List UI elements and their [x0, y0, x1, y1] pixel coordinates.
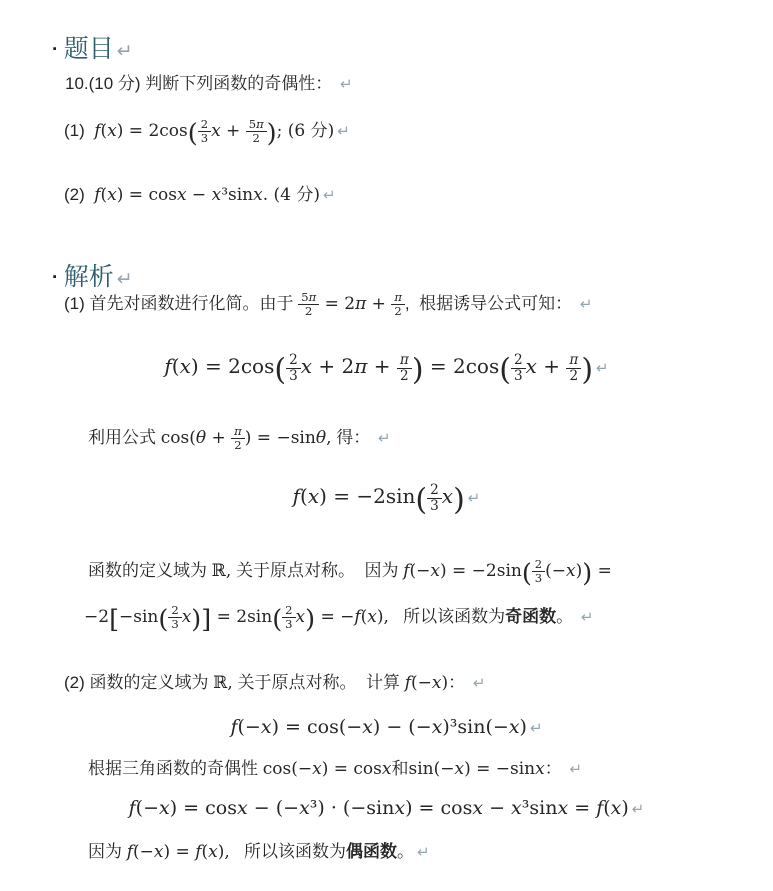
math-variable: x [237, 797, 248, 819]
return-mark-icon: ↵ [529, 719, 543, 737]
fraction-numerator: 5π [246, 118, 267, 132]
math-variable: x [107, 185, 117, 205]
math-variable: x [179, 354, 191, 378]
fraction [566, 353, 581, 384]
problem-item-2 [64, 183, 336, 208]
math-variable: x [295, 606, 306, 627]
text-run: 函数的定义域为 [88, 560, 212, 580]
fraction [198, 118, 211, 145]
big-delimiter: ) [411, 352, 424, 388]
fraction-denominator: 2 [252, 130, 260, 145]
math-variable: x [454, 759, 465, 779]
big-delimiter: ) [582, 558, 593, 589]
big-delimiter: ( [187, 118, 198, 149]
return-mark-icon: ↵ [467, 489, 481, 507]
text-run: 关于原点对称。 因为 [231, 560, 404, 580]
math-run: = 2sin [211, 606, 273, 627]
math-variable: π [256, 117, 264, 131]
big-delimiter: ] [201, 604, 212, 635]
fraction-denominator: 3 [200, 130, 209, 145]
math-variable: x [307, 484, 320, 508]
heading-problem-label: 题目 [63, 34, 114, 63]
math-run: ℝ, [213, 673, 233, 693]
math-run: f(−x) [404, 673, 449, 693]
bullet-icon: ▪ [52, 42, 57, 55]
math-variable: x [211, 120, 221, 141]
fraction [282, 604, 295, 631]
fraction-numerator: 5π [298, 291, 319, 305]
fraction-numerator: 2 [198, 118, 211, 132]
analysis1-identity-line [88, 425, 391, 452]
fraction-denominator: 2 [569, 368, 579, 385]
text-run: 关于原点对称。 计算 [232, 673, 405, 692]
return-mark-icon: ↵ [472, 674, 486, 692]
analysis2-display-formula-1 [0, 714, 773, 742]
fraction-denominator: 3 [513, 368, 523, 385]
fraction [168, 604, 181, 631]
math-variable: π [354, 354, 368, 378]
return-mark-icon: ↵ [116, 267, 133, 290]
text-run: 利用公式 [88, 427, 161, 447]
fraction-numerator: 2 [286, 353, 301, 369]
math-variable: x [508, 716, 520, 738]
text-run: ： [448, 673, 470, 692]
math-variable: f [164, 354, 172, 378]
math-run: f(−x) = f(x), [126, 842, 230, 862]
math-run: sin(−x) = −sinx [408, 759, 545, 779]
math-variable: f [404, 673, 411, 693]
math-variable: f [94, 185, 101, 205]
problem-item-1 [64, 118, 350, 147]
fraction-denominator: 2 [400, 368, 409, 385]
math-run: f(x) = 2cos [94, 120, 188, 141]
text-run: 因为 [88, 842, 127, 861]
text-run: 。 [396, 842, 414, 861]
text-run: 10.(10 分) 判断下列函数的奇偶性： [65, 74, 338, 93]
math-run: cos(θ + [160, 427, 232, 448]
math-run: −sin [119, 606, 159, 627]
math-run: ℝ, [211, 560, 232, 581]
fraction-numerator [391, 291, 405, 305]
math-variable: x [159, 797, 170, 819]
text-run: , 根据诱导公式可知： [404, 293, 577, 313]
math-run: f(x) = −2sin [292, 484, 416, 508]
math-run: f(x) = cosx − x³sinx. (4 分) [94, 185, 321, 205]
heading-analysis-label: 解析 [63, 262, 114, 291]
math-run: ; (6 分) [276, 120, 335, 141]
fraction [511, 353, 526, 384]
bold-text-run: 偶函数 [345, 842, 397, 861]
math-run: f(−x) = −2sin [403, 560, 522, 581]
math-variable: π [394, 290, 402, 304]
problem-statement-line [65, 72, 353, 96]
math-variable: x [367, 606, 377, 627]
math-run: cos(−x) = cosx [262, 759, 392, 779]
math-variable: x [362, 716, 373, 738]
math-run [182, 607, 192, 627]
return-mark-icon: ↵ [337, 121, 350, 140]
analysis1-display-formula-2 [0, 482, 773, 516]
math-variable: x [153, 842, 164, 862]
fraction-numerator [566, 353, 581, 369]
math-variable: x [431, 716, 443, 738]
big-delimiter: ) [191, 604, 202, 635]
math-variable: x [430, 560, 440, 581]
math-variable: x [525, 354, 537, 378]
analysis2-conclusion-line [88, 840, 430, 865]
fraction-denominator: 3 [285, 616, 293, 631]
math-variable: f [230, 716, 238, 738]
big-delimiter: ) [581, 352, 594, 388]
return-mark-icon: ↵ [631, 800, 645, 818]
fraction-numerator: 2 [427, 483, 442, 499]
math-run: −2 [84, 606, 110, 627]
math-run: = 2π + [319, 293, 392, 314]
text-run: 根据三角函数的奇偶性 [88, 759, 263, 778]
fraction-numerator: 2 [168, 604, 181, 618]
big-delimiter: ) [453, 482, 465, 518]
math-variable: x [300, 354, 313, 378]
math-variable: f [128, 797, 136, 819]
math-variable: π [399, 351, 409, 368]
fraction-denominator: 3 [430, 498, 439, 515]
fraction-denominator: 2 [234, 437, 242, 452]
math-run: (−x) [545, 560, 583, 581]
math-run: f(x) = 2cos [164, 354, 275, 378]
text-run: 和 [391, 759, 409, 778]
big-delimiter: ) [305, 604, 316, 635]
math-run: f(−x) = cosx − (−x³) · (−sinx) = cosx − x³sinx = f(x) [128, 797, 629, 819]
return-mark-icon: ↵ [416, 843, 430, 861]
math-variable: f [596, 797, 604, 819]
math-variable: f [292, 484, 301, 508]
math-variable: x [176, 185, 187, 205]
fraction [231, 425, 245, 452]
math-run: x + 2π + [300, 354, 397, 378]
math-variable: x [211, 185, 222, 205]
math-run [442, 484, 453, 508]
math-variable: x [511, 797, 522, 819]
return-mark-icon: ↵ [377, 428, 391, 447]
math-variable: x [394, 797, 406, 819]
math-variable: x [431, 673, 442, 693]
big-delimiter: ) [266, 118, 277, 149]
math-variable: π [355, 293, 367, 314]
fraction-numerator [231, 425, 245, 439]
fraction-denominator: 3 [534, 570, 543, 585]
analysis2-parity-line [88, 757, 582, 782]
fraction-denominator: 2 [394, 303, 402, 318]
fraction-numerator: 2 [532, 558, 545, 572]
return-mark-icon: ↵ [579, 294, 593, 313]
fraction-numerator: 2 [511, 353, 526, 369]
math-variable: x [181, 606, 192, 627]
math-variable: x [472, 797, 484, 819]
fraction [246, 118, 267, 145]
text-run: 所以该函数为 [388, 606, 506, 626]
math-variable: x [312, 759, 322, 779]
math-variable: x [557, 797, 569, 819]
math-run: = [592, 560, 612, 581]
math-variable: x [208, 842, 218, 862]
math-variable: π [234, 424, 242, 438]
bold-text-run: 奇函数 [505, 606, 557, 626]
math-run: ) = −sinθ, [244, 427, 332, 448]
math-variable: f [126, 842, 134, 862]
return-mark-icon: ↵ [569, 760, 583, 778]
math-run: x + [525, 354, 567, 378]
text-run: 得： [331, 427, 375, 447]
big-delimiter: ( [274, 352, 287, 388]
text-run: (2) 函数的定义域为 [64, 673, 214, 692]
fraction [286, 353, 301, 384]
math-run: = −f(x), [315, 606, 389, 627]
big-delimiter: ( [415, 482, 428, 518]
fraction [391, 291, 405, 318]
fraction-numerator [397, 353, 412, 369]
big-delimiter: [ [109, 604, 120, 635]
math-run: = 2cos [423, 354, 500, 378]
return-mark-icon: ↵ [596, 359, 609, 377]
math-variable: x [299, 797, 310, 819]
big-delimiter: ( [521, 558, 532, 589]
text-run: (1) 首先对函数进行化简。由于 [64, 293, 299, 313]
analysis1-conclusion-line-1 [88, 558, 612, 587]
return-mark-icon: ↵ [116, 39, 133, 62]
analysis2-display-formula-2 [0, 795, 773, 823]
bullet-icon: ▪ [52, 270, 57, 283]
analysis1-intro-line [64, 291, 592, 318]
math-variable: π [569, 351, 579, 368]
math-variable: x [566, 560, 576, 581]
math-variable: x [441, 484, 454, 508]
math-variable: x [260, 716, 272, 738]
math-variable: x [610, 797, 622, 819]
fraction [397, 353, 412, 384]
big-delimiter: ( [499, 352, 511, 388]
math-variable: f [94, 120, 101, 141]
fraction [532, 558, 545, 585]
analysis1-display-formula-1 [0, 352, 773, 386]
fraction-numerator: 2 [282, 604, 295, 618]
math-variable: x [535, 759, 545, 779]
math-variable: x [253, 185, 263, 205]
math-run: f(−x) = cos(−x) − (−x)³sin(−x) [230, 716, 527, 738]
math-variable: θ [315, 427, 327, 448]
analysis1-conclusion-line-2 [84, 604, 593, 633]
math-variable: x [381, 759, 392, 779]
math-variable: f [354, 606, 361, 627]
return-mark-icon: ↵ [340, 75, 353, 93]
math-variable: x [107, 120, 117, 141]
math-variable: f [403, 560, 410, 581]
math-variable: f [195, 842, 202, 862]
return-mark-icon: ↵ [323, 186, 336, 204]
text-run: 所以该函数为 [229, 842, 346, 861]
text-run: 。 [556, 606, 578, 626]
text-run: (2) [64, 185, 95, 204]
math-run [296, 607, 306, 627]
fraction-denominator: 3 [289, 368, 298, 385]
math-variable: π [308, 290, 317, 304]
math-run: x + [211, 120, 246, 141]
big-delimiter: ( [272, 604, 283, 635]
fraction [427, 483, 442, 514]
return-mark-icon: ↵ [580, 607, 594, 626]
analysis2-intro-line [64, 671, 485, 696]
big-delimiter: ( [158, 604, 169, 635]
text-run: (1) [64, 120, 95, 140]
text-run: ： [544, 759, 567, 778]
fraction-denominator: 3 [171, 616, 179, 631]
fraction [298, 291, 319, 318]
fraction-denominator: 2 [305, 303, 313, 318]
math-variable: θ [195, 427, 207, 448]
